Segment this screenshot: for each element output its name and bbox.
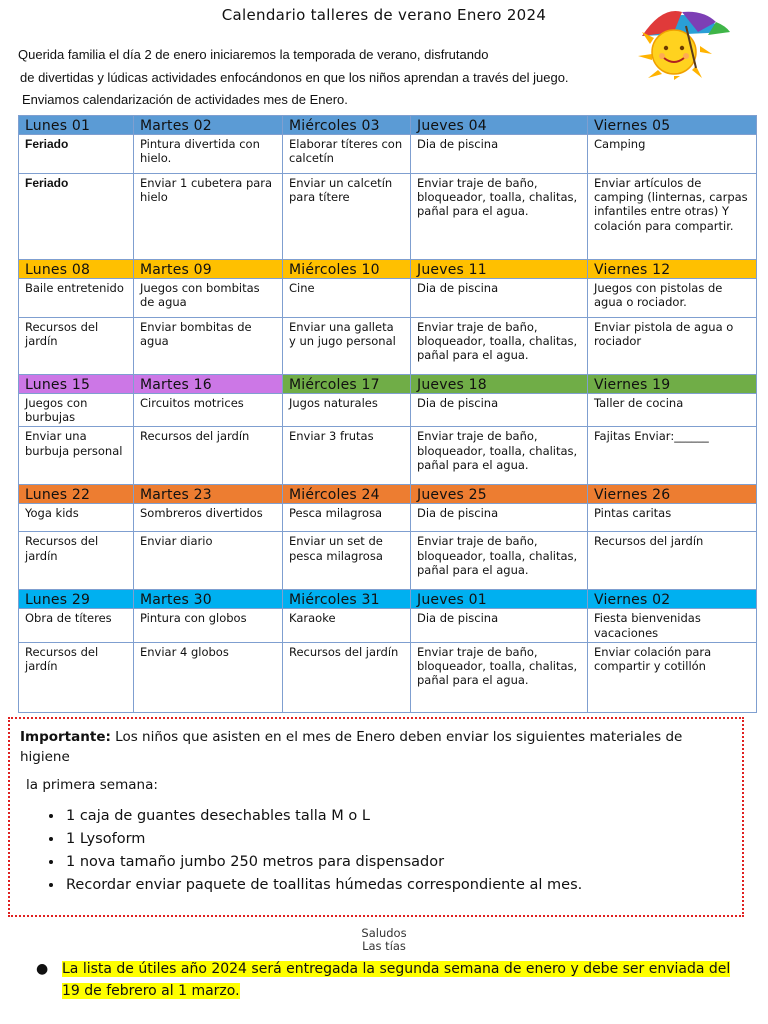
day-header: Jueves 11 [411,260,588,279]
activity-cell: Dia de piscina [411,279,588,318]
send-cell: Enviar traje de baño, bloqueador, toalla, chalitas, pañal para el agua. [411,174,588,260]
day-header: Viernes 12 [588,260,757,279]
day-header: Lunes 29 [19,590,134,609]
day-header: Jueves 01 [411,590,588,609]
send-cell: Enviar un calcetín para títere [283,174,411,260]
activity-row [19,609,757,642]
activity-cell: Pesca milagrosa [283,504,411,532]
day-header: Martes 30 [134,590,283,609]
day-header: Miércoles 10 [283,260,411,279]
activity-cell: Fiesta bienvenidas vacaciones [588,609,757,642]
activity-cell: Baile entretenido [19,279,134,318]
activity-cell: Juegos con burbujas [19,394,134,427]
activity-cell: Camping [588,135,757,174]
send-cell: Enviar colación para compartir y cotillón [588,642,757,712]
list-item: • 1 nova tamaño jumbo 250 metros para dispensador [64,851,582,874]
activity-cell: Cine [283,279,411,318]
important-body: Los niños que asisten en el mes de Enero deben enviar los siguientes materiales de higiene [20,729,683,765]
send-cell: Enviar traje de baño, bloqueador, toalla, chalitas, pañal para el agua. [411,642,588,712]
activity-cell: Dia de piscina [411,135,588,174]
closing-signer: Las tías [362,939,406,953]
activity-cell: Dia de piscina [411,504,588,532]
activity-cell: Yoga kids [19,504,134,532]
activity-cell: Elaborar títeres con calcetín [283,135,411,174]
activity-cell: Pintura divertida con hielo. [134,135,283,174]
send-cell: Enviar una galleta y un jugo personal [283,318,411,375]
activity-cell: Juegos con pistolas de agua o rociador. [588,279,757,318]
send-cell: Enviar pistola de agua o rociador [588,318,757,375]
page-title: Calendario talleres de verano Enero 2024 [221,6,547,24]
week-header-row [19,116,757,135]
week-header-row [19,260,757,279]
send-cell: Enviar un set de pesca milagrosa [283,532,411,590]
send-row [19,174,757,260]
day-header: Miércoles 03 [283,116,411,135]
send-cell: Feriado [19,174,134,260]
activity-cell: Pintura con globos [134,609,283,642]
send-cell: Fajitas Enviar:______ [588,427,757,485]
send-cell: Recursos del jardín [283,642,411,712]
send-cell: Recursos del jardín [19,532,134,590]
day-header: Lunes 15 [19,375,134,394]
day-header: Jueves 18 [411,375,588,394]
send-row [19,642,757,712]
activity-cell: Dia de piscina [411,609,588,642]
bullet-icon: ● [36,961,49,977]
day-header: Miércoles 31 [283,590,411,609]
send-cell: Enviar bombitas de agua [134,318,283,375]
week-header-row [19,485,757,504]
important-text [20,727,720,767]
list-item: • Recordar enviar paquete de toallitas húmedas correspondiente al mes. [64,874,582,897]
day-header: Miércoles 17 [283,375,411,394]
send-row [19,532,757,590]
activity-cell: Obra de títeres [19,609,134,642]
activity-cell: Taller de cocina [588,394,757,427]
important-notice-box [8,717,744,917]
send-cell: Recursos del jardín [19,642,134,712]
list-item: • 1 Lysoform [64,828,582,851]
send-cell: Enviar una burbuja personal [19,427,134,485]
activity-row [19,135,757,174]
send-cell: Enviar traje de baño, bloqueador, toalla, chalitas, pañal para el agua. [411,532,588,590]
day-header: Jueves 25 [411,485,588,504]
first-week-label: la primera semana: [26,777,158,793]
day-header: Viernes 02 [588,590,757,609]
send-cell: Enviar traje de baño, bloqueador, toalla, chalitas, pañal para el agua. [411,318,588,375]
highlighted-notice: La lista de útiles año 2024 será entregada la segunda semana de enero y debe ser enviada del 19 de febrero al 1 marzo. [62,961,731,999]
supplies-list-notice [36,958,736,1002]
day-header: Lunes 22 [19,485,134,504]
activity-cell: Dia de piscina [411,394,588,427]
intro-line: Querida familia el día 2 de enero iniciaremos la temporada de verano, disfrutando [18,47,489,62]
activity-row [19,504,757,532]
week-header-row [19,375,757,394]
activity-cell: Karaoke [283,609,411,642]
send-cell: Enviar diario [134,532,283,590]
activity-cell: Jugos naturales [283,394,411,427]
activity-cell: Pintas caritas [588,504,757,532]
activity-cell: Sombreros divertidos [134,504,283,532]
send-cell: Enviar 4 globos [134,642,283,712]
send-cell: Enviar 3 frutas [283,427,411,485]
send-cell: Recursos del jardín [588,532,757,590]
day-header: Viernes 26 [588,485,757,504]
day-header: Martes 09 [134,260,283,279]
day-header: Viernes 19 [588,375,757,394]
send-cell: Enviar 1 cubetera para hielo [134,174,283,260]
activity-cell: Circuitos motrices [134,394,283,427]
day-header: Viernes 05 [588,116,757,135]
send-row [19,318,757,375]
activity-cell: Juegos con bombitas de agua [134,279,283,318]
send-cell: Recursos del jardín [134,427,283,485]
closing-signature [0,927,768,953]
day-header: Lunes 01 [19,116,134,135]
activity-row [19,394,757,427]
send-cell: Recursos del jardín [19,318,134,375]
list-item: • 1 caja de guantes desechables talla M o L [64,805,582,828]
intro-line: Enviamos calendarización de actividades mes de Enero. [22,92,348,107]
day-header: Miércoles 24 [283,485,411,504]
intro-line: de divertidas y lúdicas actividades enfocándonos en que los niños aprendan a través del juego. [20,69,569,85]
day-header: Lunes 08 [19,260,134,279]
day-header: Martes 02 [134,116,283,135]
send-row [19,427,757,485]
day-header: Martes 23 [134,485,283,504]
closing-greeting: Saludos [361,926,407,940]
activity-calendar [18,115,757,713]
week-header-row [19,590,757,609]
activity-cell: Feriado [19,135,134,174]
important-label: Importante: [20,729,111,745]
send-cell: Enviar traje de baño, bloqueador, toalla, chalitas, pañal para el agua. [411,427,588,485]
day-header: Jueves 04 [411,116,588,135]
activity-row [19,279,757,318]
day-header: Martes 16 [134,375,283,394]
send-cell: Enviar artículos de camping (linternas, carpas infantiles entre otras) Y colación para compartir. [588,174,757,260]
intro-paragraph [18,44,678,112]
hygiene-materials-list [24,805,582,897]
